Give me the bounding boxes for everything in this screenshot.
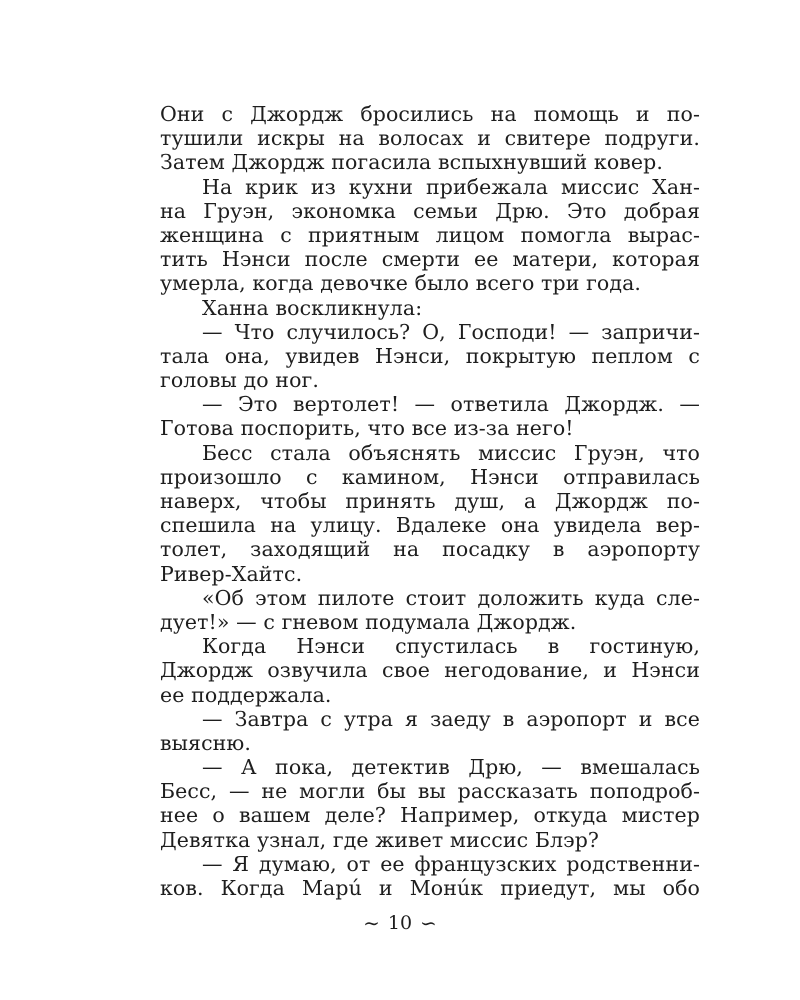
body-text xyxy=(160,102,700,900)
text-line-9: Ханна воскликнула: xyxy=(202,295,423,320)
text-line-3: Затем Джордж погасила вспыхнувший ковер. xyxy=(160,150,663,175)
text-line-19: толет, заходящий на посадку в аэропорту xyxy=(160,537,700,562)
text-line-6: женщина с приятным лицом помогла выраc- xyxy=(160,222,700,247)
text-line-10: — Что случилось? О, Господи! — запричи- xyxy=(202,319,700,344)
page-number-value: 10 xyxy=(387,912,413,934)
text-line-1: Они с Джордж бросились на помощь и по- xyxy=(160,102,700,126)
text-line-12: головы до ног. xyxy=(160,368,319,393)
text-line-25: ее поддержала. xyxy=(160,682,332,707)
text-line-30: нее о вашем деле? Например, откуда мистер xyxy=(160,803,700,828)
text-line-23: Когда Нэнси спустилась в гостиную, xyxy=(202,634,700,659)
text-line-15: Бесс стала объяснять миссис Груэн, что xyxy=(202,440,700,465)
text-line-5: на Груэн, экономка семьи Дрю. Это добрая xyxy=(160,198,700,223)
text-line-32: — Я думаю, от ее французских родственни- xyxy=(202,851,700,876)
text-line-26: — Завтра с утра я заеду в аэропорт и все xyxy=(202,706,700,731)
text-line-11: тала она, увидев Нэнси, покрытую пеплом с xyxy=(160,343,700,368)
text-line-8: умерла, когда девочке было всего три года. xyxy=(160,271,642,296)
text-line-18: спешила на улицу. Вдалеке она увидела вер- xyxy=(160,513,700,538)
text-line-22: дует!» — с гневом подумала Джордж. xyxy=(160,609,577,634)
text-line-31: Девятка узнал, где живет миссис Блэр? xyxy=(160,827,600,852)
text-line-13: — Это вертолет! — ответила Джордж. — xyxy=(202,392,700,417)
text-line-20: Ривер-Хайтс. xyxy=(160,561,303,586)
tilde-ornament-left-icon: ∼ xyxy=(363,911,380,935)
text-line-29: Бесс, — не могли бы вы рассказать поподроб- xyxy=(160,779,700,804)
text-line-24: Джордж озвучила свое негодование, и Нэнси xyxy=(160,658,700,683)
text-line-27: выясню. xyxy=(160,730,251,755)
text-line-21: «Об этом пилоте стоит доложить куда сле- xyxy=(202,585,700,610)
text-line-14: Готова поспорить, что все из-за него! xyxy=(160,416,574,441)
tilde-ornament-right-icon: ∼ xyxy=(420,911,437,935)
text-line-2: тушили искры на волосах и свитере подруги. xyxy=(160,126,700,151)
text-line-17: наверх, чтобы принять душ, а Джордж по- xyxy=(160,489,700,513)
text-line-33: ков. Когда Марú и Монúк приедут, мы обо xyxy=(160,876,700,900)
text-line-28: — А пока, детектив Дрю, — вмешалась xyxy=(202,755,700,780)
page-number xyxy=(0,910,800,935)
text-line-4: На крик из кухни прибежала миссис Хан- xyxy=(202,174,700,199)
text-line-16: произошло с камином, Нэнси отправилась xyxy=(160,464,700,489)
text-line-7: тить Нэнси после смерти ее матери, которая xyxy=(160,247,700,272)
